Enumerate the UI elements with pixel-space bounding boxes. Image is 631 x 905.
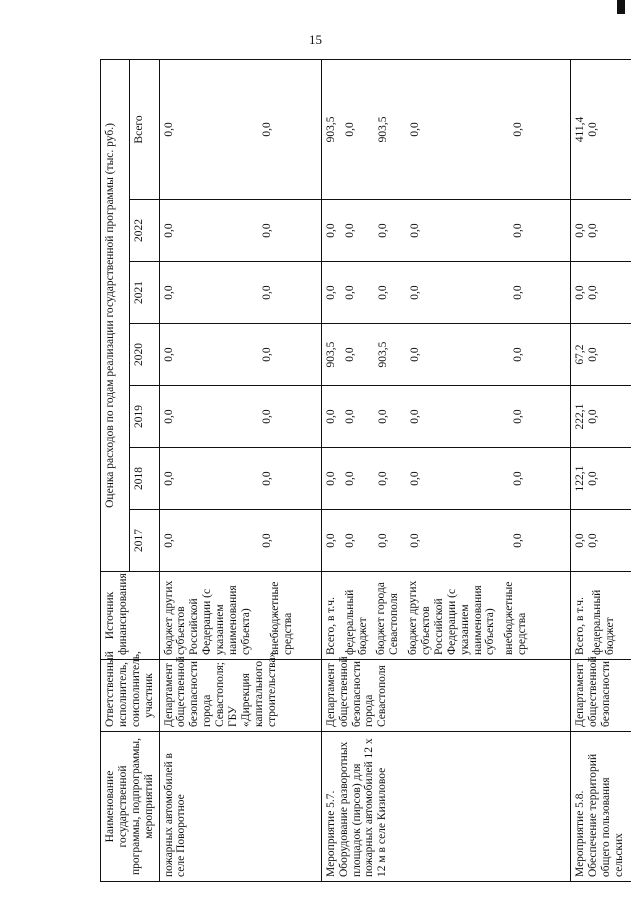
value: 0,0: [409, 347, 422, 362]
row-name: пожарных автомобилей в селе Поворотное: [159, 732, 321, 882]
header-year: 2019: [130, 386, 159, 448]
header-name: Наименование государственной программы, подпрограммы, мероприятий: [101, 732, 160, 882]
value: 0,0: [343, 533, 356, 548]
header-estimate: Оценка расходов по годам реализации государственной программы (тыс. руб.): [101, 59, 130, 571]
header-year: 2021: [130, 262, 159, 324]
value-cell: [321, 324, 570, 386]
value: 0,0: [512, 223, 525, 238]
header-row: [101, 59, 130, 881]
total-cell: [570, 59, 631, 199]
value: 0,0: [162, 122, 175, 137]
value: 0,0: [162, 471, 175, 486]
source-label: федеральный бюджет: [343, 589, 369, 655]
source-label: бюджет других субъектов Российской Федерации (с указанием наименования субъекта): [162, 580, 252, 655]
value-cell: [321, 386, 570, 448]
value: 0,0: [162, 533, 175, 548]
source-cell: [321, 572, 570, 660]
value: 0,0: [162, 347, 175, 362]
value: 0,0: [343, 347, 356, 362]
value: 0,0: [324, 471, 337, 486]
value-cell: [159, 448, 321, 510]
row-executor: Департамент общественной безопасности города Севастополя; ГБУ «Дирекция капитального строительства»: [159, 660, 321, 732]
value: 0,0: [162, 223, 175, 238]
value: 0,0: [261, 285, 274, 300]
value: 0,0: [376, 285, 389, 300]
source-label: федеральный бюджет: [590, 589, 616, 655]
value: 0,0: [586, 533, 599, 548]
page-number: 15: [309, 32, 322, 47]
header-year: 2022: [130, 200, 159, 262]
value: 0,0: [409, 533, 422, 548]
value: 0,0: [343, 285, 356, 300]
value: 0,0: [409, 223, 422, 238]
value: 0,0: [324, 285, 337, 300]
value: 0,0: [261, 409, 274, 424]
value: 0,0: [586, 409, 599, 424]
value-cell: [570, 448, 631, 510]
value-cell: [570, 386, 631, 448]
scan-mark: [617, 0, 625, 14]
value: 0,0: [261, 223, 274, 238]
header-year: 2017: [130, 510, 159, 572]
value: 411,4: [573, 116, 586, 143]
source-label: Всего, в т.ч.: [324, 597, 337, 655]
value: 67,2: [573, 344, 586, 365]
value: 0,0: [343, 409, 356, 424]
value-cell: [321, 510, 570, 572]
value: 903,5: [376, 341, 389, 368]
value-cell: [570, 200, 631, 262]
value: 0,0: [409, 122, 422, 137]
value-cell: [570, 262, 631, 324]
value: 0,0: [409, 285, 422, 300]
header-year: 2020: [130, 324, 159, 386]
value-cell: [159, 386, 321, 448]
value: 0,0: [586, 223, 599, 238]
header-total: Всего: [130, 59, 159, 199]
value: 0,0: [512, 285, 525, 300]
value: 0,0: [324, 223, 337, 238]
value-cell: [321, 200, 570, 262]
value: 903,5: [324, 116, 337, 143]
value: 0,0: [162, 409, 175, 424]
table-row: [570, 59, 631, 881]
value: 0,0: [573, 223, 586, 238]
value: 0,0: [512, 533, 525, 548]
value: 122,1: [573, 465, 586, 492]
source-cell: [159, 572, 321, 660]
value: 0,0: [573, 285, 586, 300]
row-name: Мероприятие 5.7. Оборудование разворотных площадок (пирсов) для пожарных автомобилей 12 х 12 м в селе Кизиловое: [321, 732, 570, 882]
value: 903,5: [376, 116, 389, 143]
expenditure-table: [100, 59, 631, 882]
value-cell: [159, 324, 321, 386]
value: 0,0: [343, 122, 356, 137]
value-cell: [159, 200, 321, 262]
value: 0,0: [324, 533, 337, 548]
value: 0,0: [376, 409, 389, 424]
value: 0,0: [162, 285, 175, 300]
source-label: внебюджетные средства: [503, 581, 529, 655]
value: 0,0: [512, 409, 525, 424]
value: 0,0: [261, 122, 274, 137]
rotated-table-wrapper: [100, 60, 625, 882]
total-cell: [321, 59, 570, 199]
value-cell: [570, 324, 631, 386]
value: 0,0: [261, 533, 274, 548]
header-year: 2018: [130, 448, 159, 510]
value: 0,0: [261, 471, 274, 486]
value: 0,0: [324, 409, 337, 424]
value: 0,0: [376, 223, 389, 238]
table-row: [159, 59, 321, 881]
header-executor: Ответственный исполнитель, соисполнитель, участник: [101, 660, 160, 732]
rotated-table-frame: [100, 60, 625, 882]
row-executor: Департамент общественной безопасности: [570, 660, 631, 732]
value: 0,0: [409, 471, 422, 486]
value: 0,0: [376, 533, 389, 548]
source-label: бюджет города Севастополя: [375, 582, 401, 655]
source-label: внебюджетные средства: [268, 581, 294, 655]
value: 0,0: [261, 347, 274, 362]
value-cell: [321, 448, 570, 510]
value: 0,0: [512, 471, 525, 486]
value-cell: [159, 510, 321, 572]
value: 0,0: [586, 285, 599, 300]
value: 0,0: [343, 223, 356, 238]
value-cell: [159, 262, 321, 324]
value: 0,0: [586, 347, 599, 362]
header-source: Источник финансирования: [101, 572, 160, 660]
row-name: Мероприятие 5.8. Обеспечение территорий общего пользования сельских: [570, 732, 631, 882]
value: 0,0: [512, 122, 525, 137]
value: 0,0: [586, 122, 599, 137]
source-cell: [570, 572, 631, 660]
value: 222,1: [573, 403, 586, 430]
total-cell: [159, 59, 321, 199]
source-label: Всего, в т.ч.: [573, 597, 586, 655]
row-executor: Департамент общественной безопасности города Севастополя: [321, 660, 570, 732]
value: 0,0: [343, 471, 356, 486]
value-cell: [570, 510, 631, 572]
value: 0,0: [512, 347, 525, 362]
value: 0,0: [409, 409, 422, 424]
value-cell: [321, 262, 570, 324]
value: 0,0: [573, 533, 586, 548]
value: 903,5: [324, 341, 337, 368]
table-row: [321, 59, 570, 881]
value: 0,0: [376, 471, 389, 486]
value: 0,0: [586, 471, 599, 486]
source-label: бюджет других субъектов Российской Федерации (с указанием наименования субъекта): [407, 580, 497, 655]
